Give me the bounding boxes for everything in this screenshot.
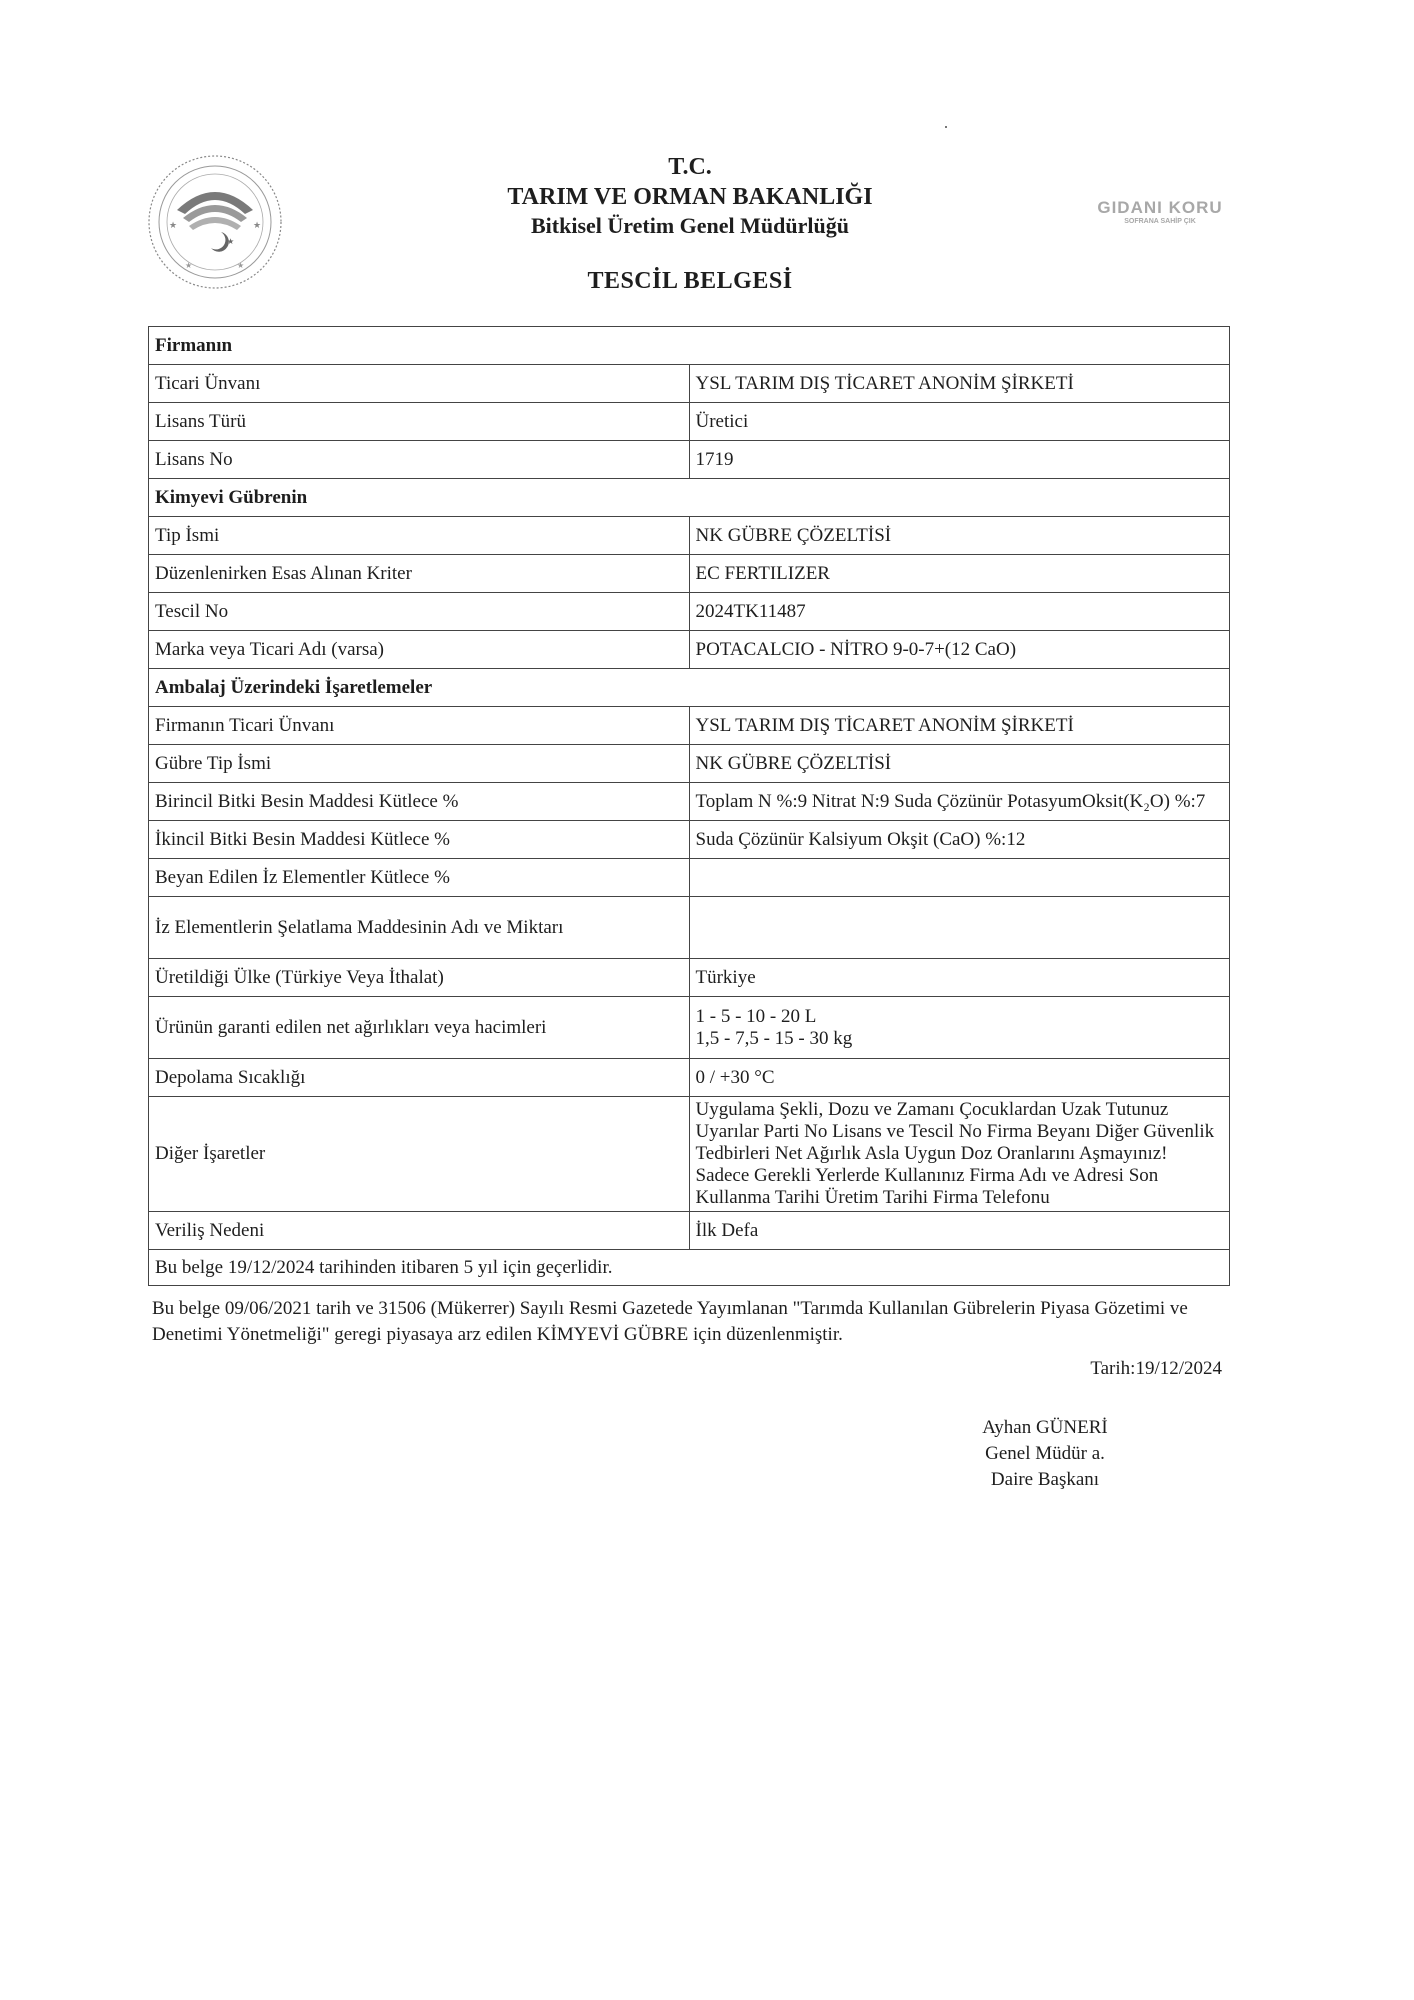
table-row	[149, 959, 1230, 997]
row-label: Depolama Sıcaklığı	[149, 1059, 690, 1097]
row-value: Üretici	[689, 403, 1230, 441]
table-row	[149, 517, 1230, 555]
row-value: 1719	[689, 441, 1230, 479]
table-row	[149, 403, 1230, 441]
table-row	[149, 745, 1230, 783]
row-label: Lisans No	[149, 441, 690, 479]
stamp-tagline: SOFRANA SAHİP ÇIK	[1124, 218, 1196, 225]
svg-text:★: ★	[253, 220, 262, 230]
row-value: NK GÜBRE ÇÖZELTİSİ	[689, 517, 1230, 555]
row-value: YSL TARIM DIŞ TİCARET ANONİM ŞİRKETİ	[689, 365, 1230, 403]
issue-date: Tarih:19/12/2024	[1090, 1358, 1222, 1379]
header-line-1: T.C.	[668, 154, 712, 180]
row-value	[689, 897, 1230, 959]
row-label: Tip İsmi	[149, 517, 690, 555]
row-value: EC FERTILIZER	[689, 555, 1230, 593]
table-row	[149, 1212, 1230, 1250]
row-label: Ürünün garanti edilen net ağırlıkları veya hacimleri	[149, 997, 690, 1059]
row-value: 0 / +30 °C	[689, 1059, 1230, 1097]
row-label: Ticari Ünvanı	[149, 365, 690, 403]
row-value: POTACALCIO - NİTRO 9-0-7+(12 CaO)	[689, 631, 1230, 669]
table-row	[149, 555, 1230, 593]
row-value: YSL TARIM DIŞ TİCARET ANONİM ŞİRKETİ	[689, 707, 1230, 745]
row-label: Üretildiği Ülke (Türkiye Veya İthalat)	[149, 959, 690, 997]
document-header	[440, 152, 940, 240]
row-value: Toplam N %:9 Nitrat N:9 Suda Çözünür PotasyumOksit(K₂O) %:7	[689, 783, 1230, 821]
row-label: Beyan Edilen İz Elementler Kütlece %	[149, 859, 690, 897]
signer-name: Ayhan GÜNERİ	[982, 1417, 1108, 1438]
campaign-stamp	[1095, 198, 1225, 225]
table-row	[149, 707, 1230, 745]
row-value: 2024TK11487	[689, 593, 1230, 631]
row-label: Tescil No	[149, 593, 690, 631]
row-label: Firmanın Ticari Ünvanı	[149, 707, 690, 745]
signature-block	[960, 1415, 1130, 1493]
signer-title-2: Daire Başkanı	[990, 1469, 1100, 1490]
table-row	[149, 1097, 1230, 1212]
weight-values: 1,5 - 7,5 - 15 - 30 kg	[695, 1027, 853, 1049]
row-value: Türkiye	[689, 959, 1230, 997]
ministry-name: TARIM VE ORMAN BAKANLIĞI	[507, 184, 873, 210]
table-row	[149, 593, 1230, 631]
signer-title-1: Genel Müdür a.	[985, 1443, 1105, 1464]
stamp-brand: GIDANI KORU	[1097, 198, 1223, 217]
row-label: Marka veya Ticari Adı (varsa)	[149, 631, 690, 669]
row-label: İkincil Bitki Besin Maddesi Kütlece %	[149, 821, 690, 859]
registration-table	[148, 326, 1230, 1286]
table-row	[149, 859, 1230, 897]
table-row	[149, 441, 1230, 479]
regulation-note: Bu belge 09/06/2021 tarih ve 31506 (Mükerrer) Sayılı Resmi Gazetede Yayımlanan "Tarımda Kullanılan Gübrelerin Piyasa Gözetimi ve Denetimi Yönetmeliği" geregi piyasaya arz edilen KİMYEVİ GÜBRE için düzenlenmiştir.	[152, 1298, 1188, 1345]
row-label: Veriliş Nedeni	[149, 1212, 690, 1250]
row-value: NK GÜBRE ÇÖZELTİSİ	[689, 745, 1230, 783]
row-value-multi	[689, 997, 1230, 1059]
ministry-seal-icon	[145, 152, 285, 292]
row-value	[689, 859, 1230, 897]
row-label: Düzenlenirken Esas Alınan Kriter	[149, 555, 690, 593]
table-row	[149, 997, 1230, 1059]
scan-speck	[945, 126, 947, 128]
table-row	[149, 365, 1230, 403]
validity-text: Bu belge 19/12/2024 tarihinden itibaren 5 yıl için geçerlidir.	[149, 1250, 1230, 1286]
row-label: İz Elementlerin Şelatlama Maddesinin Adı ve Miktarı	[149, 897, 690, 959]
svg-text:★: ★	[169, 220, 178, 230]
directorate-name: Bitkisel Üretim Genel Müdürlüğü	[531, 213, 849, 238]
svg-text:★: ★	[185, 261, 193, 270]
section-firm: Firmanın	[149, 327, 1230, 365]
svg-text:★: ★	[237, 261, 245, 270]
svg-text:★: ★	[227, 237, 235, 246]
table-row	[149, 897, 1230, 959]
volume-values: 1 - 5 - 10 - 20 L	[695, 1005, 817, 1027]
document-title: TESCİL BELGESİ	[587, 268, 793, 294]
table-row	[149, 1059, 1230, 1097]
table-row	[149, 783, 1230, 821]
row-label: Birincil Bitki Besin Maddesi Kütlece %	[149, 783, 690, 821]
row-label: Lisans Türü	[149, 403, 690, 441]
row-label: Diğer İşaretler	[149, 1097, 690, 1212]
row-value: Uygulama Şekli, Dozu ve Zamanı Çocuklardan Uzak Tutunuz Uyarılar Parti No Lisans ve Tescil No Firma Beyanı Diğer Güvenlik Tedbirleri Net Ağırlık Asla Uygun Doz Oranlarını Aşmayınız! Sadece Gerekli Yerlerde Kullanınız Firma Adı ve Adresi Son Kullanma Tarihi Üretim Tarihi Firma Telefonu	[689, 1097, 1230, 1212]
section-row	[149, 669, 1230, 707]
section-row	[149, 479, 1230, 517]
row-label: Gübre Tip İsmi	[149, 745, 690, 783]
table-row	[149, 821, 1230, 859]
row-value: Suda Çözünür Kalsiyum Okşit (CaO) %:12	[689, 821, 1230, 859]
section-packaging: Ambalaj Üzerindeki İşaretlemeler	[149, 669, 1230, 707]
table-row	[149, 631, 1230, 669]
validity-row	[149, 1250, 1230, 1286]
section-fertilizer: Kimyevi Gübrenin	[149, 479, 1230, 517]
section-row	[149, 327, 1230, 365]
row-value: İlk Defa	[689, 1212, 1230, 1250]
